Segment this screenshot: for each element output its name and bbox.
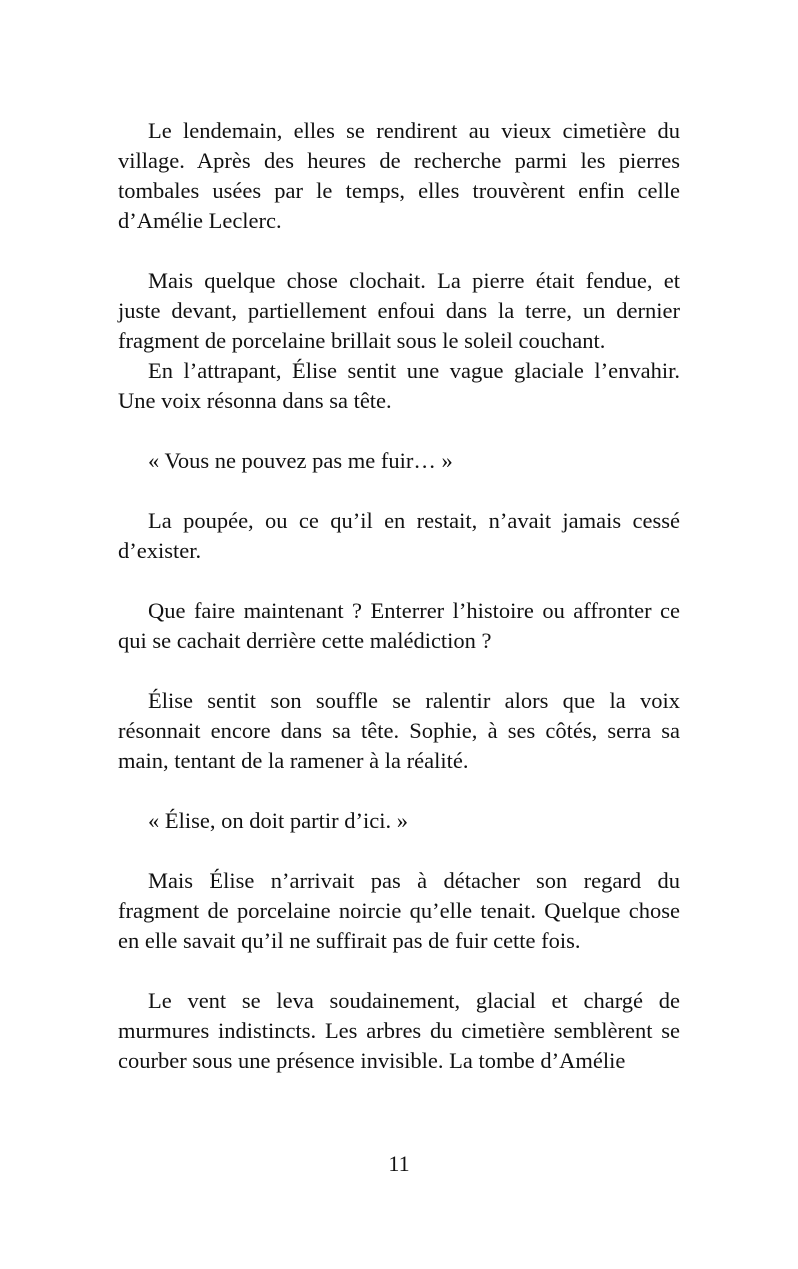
paragraph-gap xyxy=(118,566,680,596)
paragraph-gap xyxy=(118,956,680,986)
page-number: 11 xyxy=(388,1151,410,1176)
body-text xyxy=(118,116,680,1076)
paragraph-10: Le vent se leva soudainement, glacial et chargé de murmures indistincts. Les arbres du cimetière semblèrent se courber sous une présence invisible. La tombe d’Amélie xyxy=(118,988,680,1073)
paragraph-gap xyxy=(118,416,680,446)
paragraph-gap xyxy=(118,776,680,806)
paragraph-gap xyxy=(118,476,680,506)
paragraph-4-quote: « Vous ne pouvez pas me fuir… » xyxy=(148,448,453,473)
paragraph-gap xyxy=(118,836,680,866)
paragraph-6: Que faire maintenant ? Enterrer l’histoire ou affronter ce qui se cachait derrière cette malédiction ? xyxy=(118,598,680,653)
paragraph-8-quote: « Élise, on doit partir d’ici. » xyxy=(148,808,408,833)
paragraph-2: Mais quelque chose clochait. La pierre était fendue, et juste devant, partiellement enfoui dans la terre, un dernier fragment de porcelaine brillait sous le soleil couchant. xyxy=(118,268,680,353)
paragraph-5: La poupée, ou ce qu’il en restait, n’avait jamais cessé d’exister. xyxy=(118,508,680,563)
paragraph-1: Le lendemain, elles se rendirent au vieux cimetière du village. Après des heures de recherche parmi les pierres tombales usées par le temps, elles trouvèrent enfin celle d’Amélie Leclerc. xyxy=(118,118,680,233)
paragraph-7: Élise sentit son souffle se ralentir alors que la voix résonnait encore dans sa tête. Sophie, à ses côtés, serra sa main, tentant de la ramener à la réalité. xyxy=(118,688,680,773)
paragraph-gap xyxy=(118,236,680,266)
paragraph-9: Mais Élise n’arrivait pas à détacher son regard du fragment de porcelaine noircie qu’elle tenait. Quelque chose en elle savait qu’il ne suffirait pas de fuir cette fois. xyxy=(118,868,680,953)
paragraph-3: En l’attrapant, Élise sentit une vague glaciale l’envahir. Une voix résonna dans sa tête. xyxy=(118,358,680,413)
paragraph-gap xyxy=(118,656,680,686)
